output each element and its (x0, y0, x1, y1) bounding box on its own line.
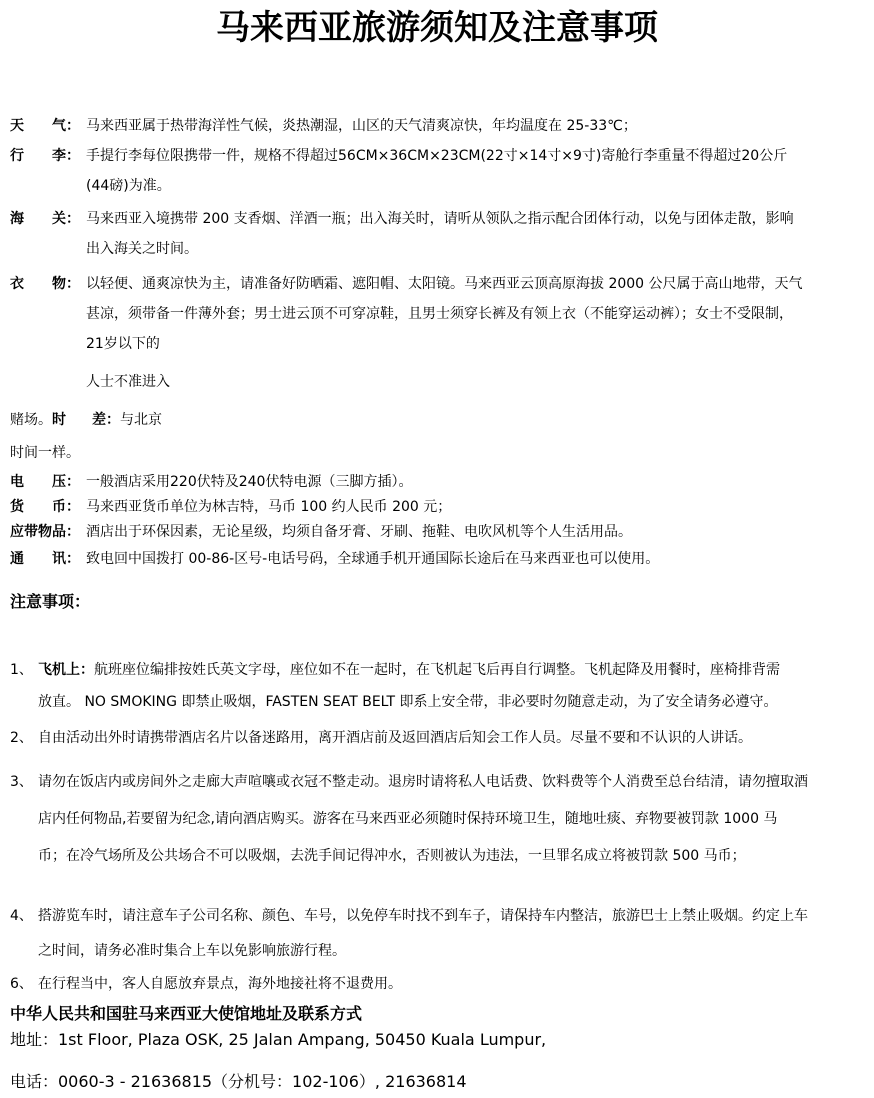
page-title: 马来西亚旅游须知及注意事项 (216, 8, 658, 48)
luggage-label: 行 李： (10, 148, 80, 164)
voltage-label: 电 压： (10, 474, 80, 490)
embassy-phone: 电话：0060-3 - 21636815（分机号：102-106）, 21636814 (10, 1072, 467, 1091)
currency-label: 货 币： (10, 499, 80, 515)
notes-heading: 注意事项： (10, 592, 91, 611)
note-1-number: 1、 (10, 662, 33, 678)
customs-text: 马来西亚入境携带 200 支香烟、洋酒一瓶；出入海关时，请听从领队之指示配合团体行动，以免与团体走散，影响 出入海关之时间。 (86, 211, 794, 257)
note-2-text: 自由活动出外时请携带酒店名片以备迷路用，离开酒店前及返回酒店后知会工作人员。尽量不要和不认识的人讲话。 (38, 730, 752, 746)
time-diff-line: 赌场。时 差：与北京 (10, 412, 162, 428)
note-2-number: 2、 (10, 730, 33, 746)
note-1-text: 飞机上：航班座位编排按姓氏英文字母，座位如不在一起时，在飞机起飞后再自行调整。飞机起降及用餐时，座椅排背需 放直。 NO SMOKING 即禁止吸烟，FASTEN SEAT BELT 即系上安全带，非必要时勿随意走动，为了安全请务必遵守。 (38, 662, 780, 710)
note-3-number: 3、 (10, 774, 33, 790)
customs-label: 海 关： (10, 211, 80, 227)
note-3-text: 请勿在饭店内或房间外之走廊大声喧嚷或衣冠不整走动。退房时请将私人电话费、饮料费等个人消费至总台结清，请勿擅取酒 店内任何物品,若要留为纪念,请向酒店购买。游客在马来西亚必须随时保持环境卫生，随地吐痰、弃物要被罚款 1000 马 币；在冷气场所及公共场合不可以吸烟，去洗手间记得冲水，否则被认为违法，一旦罪名成立将被罚款 500 马币； (38, 774, 808, 864)
note-6-text: 在行程当中，客人自愿放弃景点，海外地接社将不退费用。 (38, 976, 402, 992)
embassy-heading: 中华人民共和国驻马来西亚大使馆地址及联系方式 (10, 1004, 363, 1023)
clothing-label: 衣 物： (10, 276, 80, 292)
luggage-text: 手提行李每位限携带一件，规格不得超过56CM×36CM×23CM(22寸×14寸×9寸)寄舱行李重量不得超过20公斤 (44磅)为准。 (86, 148, 788, 194)
currency-text: 马来西亚货币单位为林吉特，马币 100 约人民币 200 元； (86, 499, 452, 515)
voltage-text: 一般酒店采用220伏特及240伏特电源（三脚方插）。 (86, 474, 413, 490)
supplies-label: 应带物品： (10, 524, 80, 540)
embassy-address: 地址：1st Floor, Plaza OSK, 25 Jalan Ampang, 50450 Kuala Lumpur, (10, 1030, 547, 1049)
weather-label: 天 气： (10, 118, 80, 134)
telecom-text: 致电回中国拨打 00-86-区号-电话号码，全球通手机开通国际长途后在马来西亚也可以使用。 (86, 551, 660, 567)
time-diff-cont: 时间一样。 (10, 445, 80, 461)
note-4-number: 4、 (10, 908, 33, 924)
weather-text: 马来西亚属于热带海洋性气候，炎热潮湿，山区的天气清爽凉快，年均温度在 25-33℃； (86, 118, 637, 134)
supplies-text: 酒店出于环保因素，无论星级，均须自备牙膏、牙刷、拖鞋、电吹风机等个人生活用品。 (86, 524, 632, 540)
note-4-text: 搭游览车时，请注意车子公司名称、颜色、车号，以免停车时找不到车子，请保持车内整洁，旅游巴士上禁止吸烟。约定上车 之时间，请务必准时集合上车以免影响旅游行程。 (38, 908, 808, 959)
clothing-text: 以轻便、通爽凉快为主，请准备好防晒霜、遮阳帽、太阳镜。马来西亚云顶高原海拔 2000 公尺属于高山地带，天气 甚凉，须带备一件薄外套；男士进云顶不可穿凉鞋，且男士须穿长裤及有领上衣（不能穿运动裤）；女士不受限制， 21岁以下的 人士不准进入 (86, 276, 803, 390)
telecom-label: 通 讯： (10, 551, 80, 567)
note-6-number: 6、 (10, 976, 33, 992)
